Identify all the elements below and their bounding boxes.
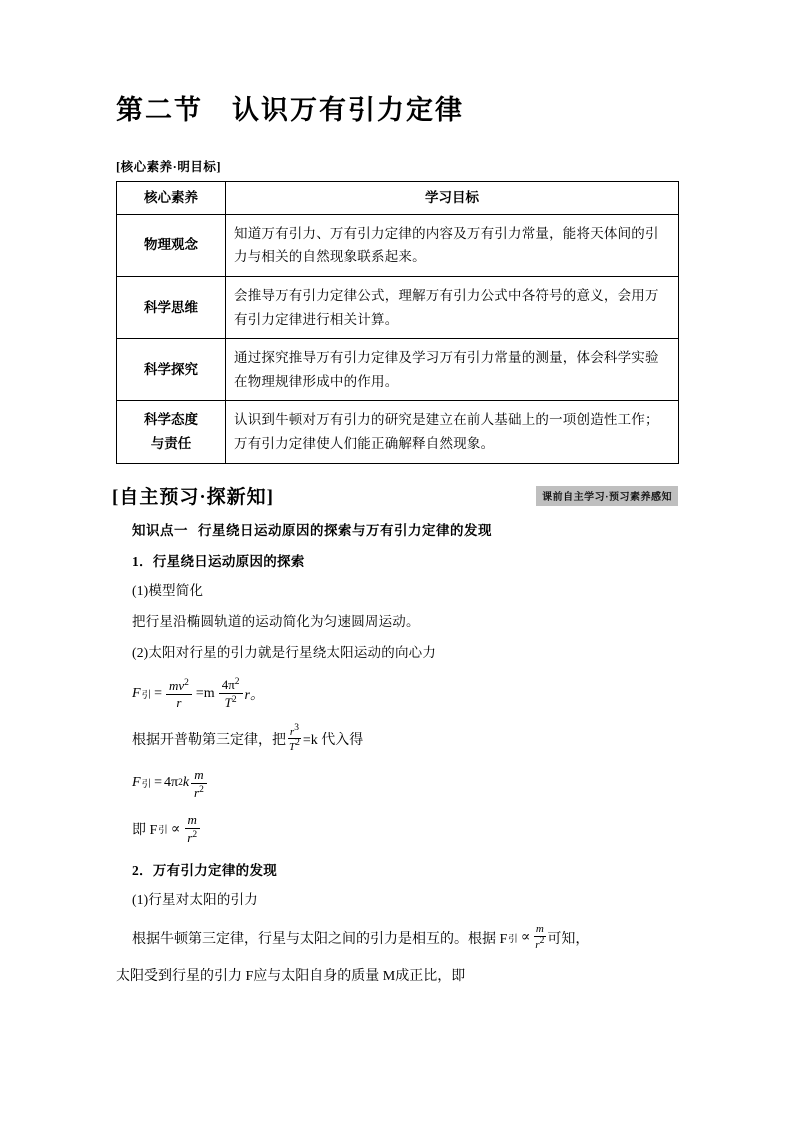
row-label-physics-concept: 物理观念 [117,214,226,276]
preview-section-title: [自主预习·探新知] [112,486,274,508]
formula1-frac1-denominator: r [176,694,182,710]
kepler-text-a: 根据开普勒第三定律，把 [132,732,286,748]
item2-para-a-sub: 引 [508,934,518,945]
table-row [117,276,679,338]
formula2-frac-denominator: $r^2$ [194,784,204,800]
formula2-coefficient: 4π [163,775,179,791]
formula1-frac2-denominator: $T^2$ [224,694,237,710]
item2-para-a-text: 根据牛顿第三定律，行星与太阳之间的引力是相互的。根据 F [132,931,508,947]
row-goal-scientific-inquiry: 通过探究推导万有引力定律及学习万有引力常量的测量，体会科学实验在物理规律形成中的作用。 [226,339,679,401]
preview-section-bar [112,482,678,509]
formula1-lhs-sub: 引 [141,690,152,701]
item2-para-a-prop: ∝ [520,930,531,946]
formula2-frac-numerator: m [191,768,206,784]
formula-gravitation-proportional [132,768,716,800]
knowledge-point-label: 知识点一 [132,522,188,538]
item2-paragraph-b [116,965,716,985]
formula3-prefix: 即 F [132,823,158,839]
formula3-frac-denominator: $r^2$ [187,830,198,846]
formula3-fraction [184,813,200,845]
kepler-substitution-line [132,724,716,754]
kepler-fraction [287,724,302,754]
knowledge-point-title: 行星绕日运动原因的探索与万有引力定律的发现 [198,522,492,538]
formula2-lhs-sub: 引 [141,780,152,791]
item2-paragraph-a [132,924,716,951]
formula1-eq: = [154,685,162,701]
formula2-k: k [182,775,190,791]
core-literacy-heading: [核心素养·明目标] [116,160,221,174]
item2-para-b-part3: 成正比，即 [395,969,466,985]
formula-centripetal-force [132,677,716,710]
formula2-coefficient-sup: 2 [178,778,183,789]
kepler-frac-numerator: r3 [289,722,299,738]
row-goal-physics-concept: 知道万有引力、万有引力定律的内容及万有引力常量，能将天体间的引力与相关的自然现象联系起来。 [226,214,679,276]
item2-para-a-frac-numerator: m [535,923,544,936]
formula2-eq: = [154,775,162,791]
formula-proportionality [132,813,716,845]
item1-sub1-label: (1)模型简化 [132,582,204,598]
item2-para-b-part2: 应与太阳自身的质量 M [253,969,396,985]
table-row [117,339,679,401]
table-header-row [117,182,679,215]
row-label-line2: 与责任 [150,436,192,451]
formula1-fraction-2 [219,677,243,710]
row-label-scientific-thinking: 科学思维 [117,276,226,338]
formula1-tail: r。 [244,687,264,703]
row-goal-attitude-responsibility: 认识到牛顿对万有引力的研究是建立在前人基础上的一项创造性工作；万有引力定律使人们能正确解释自然现象。 [226,401,679,463]
table-row [117,401,679,463]
table-row [117,214,679,276]
item2-heading: 2．万有引力定律的发现 [132,863,278,879]
preview-section-tag: 课前自主学习·预习素养感知 [536,486,678,506]
formula1-lhs: F [132,685,141,701]
kepler-text-b: =k 代入得 [302,732,364,748]
formula2-lhs: F [132,775,141,791]
formula3-frac-numerator: m [185,813,200,829]
item2-para-a-fraction [533,924,546,951]
item2-para-b-part1: 太阳受到行星的引力 F [116,969,254,985]
item2-sub1-label: (1)行星对太阳的引力 [132,892,258,908]
formula1-fraction-1 [166,678,192,710]
formula1-mid: =m [195,685,215,701]
column-header-literacy: 核心素养 [117,182,226,215]
knowledge-point-heading [132,519,716,539]
objectives-table [116,181,679,464]
formula3-prefix-sub: 引 [158,826,168,837]
kepler-frac-denominator: T2 [289,738,300,753]
row-label-line1: 科学态度 [144,412,198,428]
formula1-frac2-numerator: $4\pi^2$ [219,677,243,694]
body-content [116,519,716,986]
item1-sub2-label: (2)太阳对行星的引力就是行星绕太阳运动的向心力 [132,645,437,661]
page-title: 第二节 认识万有引力定律 [116,95,464,125]
item1-heading: 1．行星绕日运动原因的探索 [132,553,305,569]
item2-para-a-tail: 可知， [547,931,590,947]
formula3-prop: ∝ [170,821,181,837]
item2-para-a-frac-denominator: r2 [535,935,545,951]
row-label-scientific-inquiry: 科学探究 [117,339,226,401]
formula2-fraction [191,768,207,800]
item1-sub1-text: 把行星沿椭圆轨道的运动简化为匀速圆周运动。 [132,613,420,629]
formula1-frac1-numerator: $mv^2$ [166,678,192,695]
row-label-attitude-responsibility [117,401,226,463]
column-header-goal: 学习目标 [226,182,679,215]
row-goal-scientific-thinking: 会推导万有引力定律公式，理解万有引力公式中各符号的意义，会用万有引力定律进行相关计算。 [226,276,679,338]
